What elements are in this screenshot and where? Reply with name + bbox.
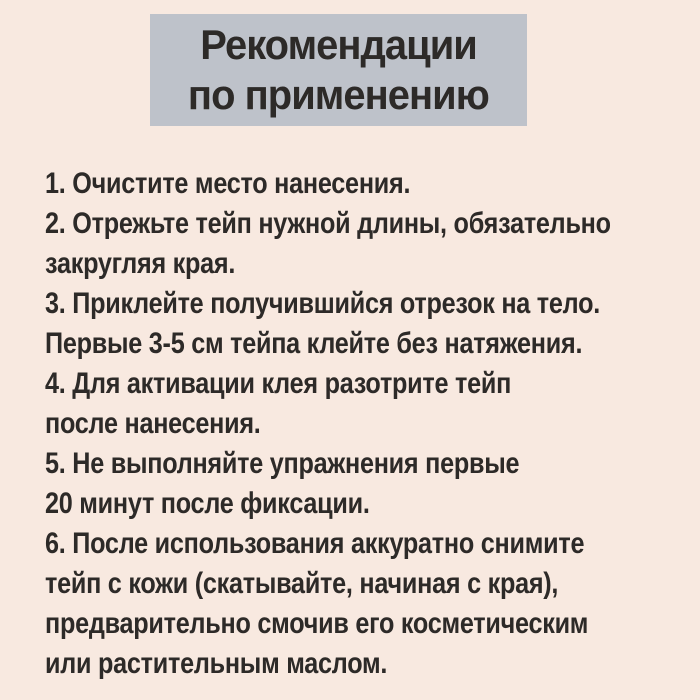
page-title-line-1: Рекомендации xyxy=(200,21,477,68)
instruction-line: Первые 3-5 см тейпа клейте без натяжения. xyxy=(45,327,583,360)
instruction-line: 6. После использования аккуратно снимите xyxy=(45,527,585,560)
instruction-item-4 xyxy=(45,364,671,444)
instruction-line: или растительным маслом. xyxy=(45,647,388,680)
instructions-list xyxy=(45,164,671,684)
instruction-line: тейп с кожи (скатывайте, начиная с края), xyxy=(45,567,559,600)
instruction-item-5 xyxy=(45,444,671,524)
instruction-line: 20 минут после фиксации. xyxy=(45,487,370,520)
instruction-item-1 xyxy=(45,164,671,204)
title-banner xyxy=(150,14,527,126)
instruction-item-2 xyxy=(45,204,671,284)
instruction-line: 4. Для активации клея разотрите тейп xyxy=(45,367,512,400)
instruction-line: 3. Приклейте получившийся отрезок на тело. xyxy=(45,287,600,320)
instruction-line: предварительно смочив его косметическим xyxy=(45,607,589,640)
instruction-line: 5. Не выполняйте упражнения первые xyxy=(45,447,520,480)
instruction-line: 1. Очистите место нанесения. xyxy=(45,167,411,200)
instruction-line: после нанесения. xyxy=(45,407,261,440)
instruction-item-3 xyxy=(45,284,671,364)
instruction-line: закругляя края. xyxy=(45,247,236,280)
instruction-line: 2. Отрежьте тейп нужной длины, обязательно xyxy=(45,207,611,240)
page-title-line-2: по применению xyxy=(188,71,489,118)
instruction-item-6 xyxy=(45,524,671,684)
